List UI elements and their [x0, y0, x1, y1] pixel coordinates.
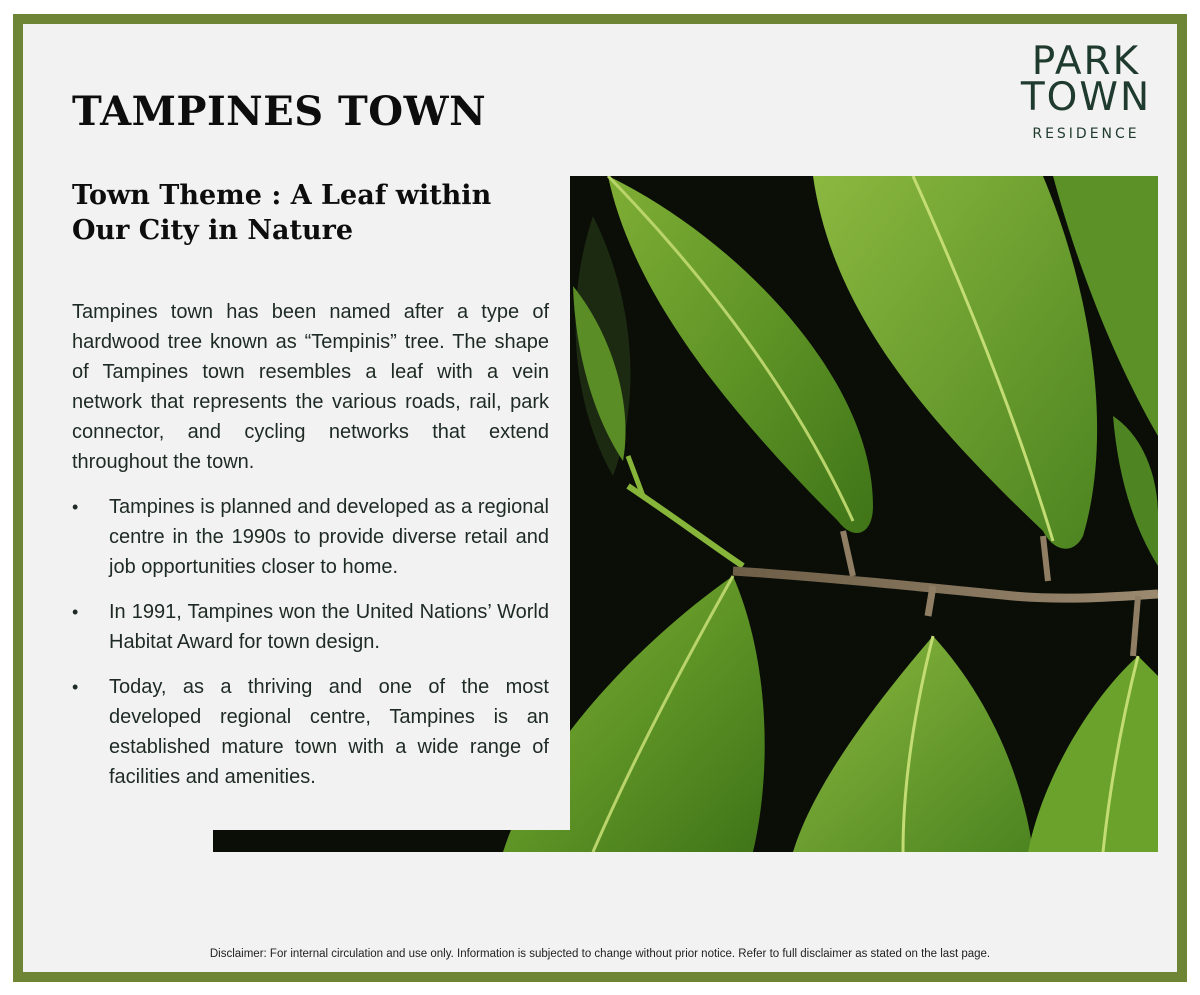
- list-item: [72, 597, 549, 657]
- list-item: [72, 492, 549, 582]
- logo-line-park: PARK: [1031, 39, 1141, 84]
- bullet-text: Today, as a thriving and one of the most developed regional centre, Tampines is an established mature town with a wide range of facilities and amenities.: [109, 676, 549, 788]
- logo-line-town: TOWN: [1020, 75, 1152, 120]
- bullet-icon: •: [72, 602, 79, 622]
- disclaimer: Disclaimer: For internal circulation and use only. Information is subjected to change without prior notice. Refer to full disclaimer as stated on the last page.: [209, 948, 991, 960]
- bullet-icon: •: [72, 497, 79, 517]
- intro-paragraph: Tampines town has been named after a type of hardwood tree known as “Tempinis” tree. The shape of Tampines town resembles a leaf with a vein network that represents the various roads, rail, park connector, and cycling networks that extend throughout the town.: [72, 301, 549, 473]
- logo-line-residence: RESIDENCE: [1032, 126, 1140, 142]
- bullet-text: In 1991, Tampines won the United Nations’ World Habitat Award for town design.: [109, 601, 549, 653]
- page-title: TAMPINES TOWN: [72, 88, 487, 135]
- bullet-text: Tampines is planned and developed as a regional centre in the 1990s to provide diverse retail and job opportunities closer to home.: [109, 496, 549, 578]
- bullet-icon: •: [72, 677, 79, 697]
- list-item: [72, 672, 549, 792]
- park-town-residence-logo: [1008, 39, 1164, 142]
- bullet-list: [72, 492, 549, 807]
- section-subtitle: Town Theme : A Leaf within Our City in Nature: [72, 180, 492, 246]
